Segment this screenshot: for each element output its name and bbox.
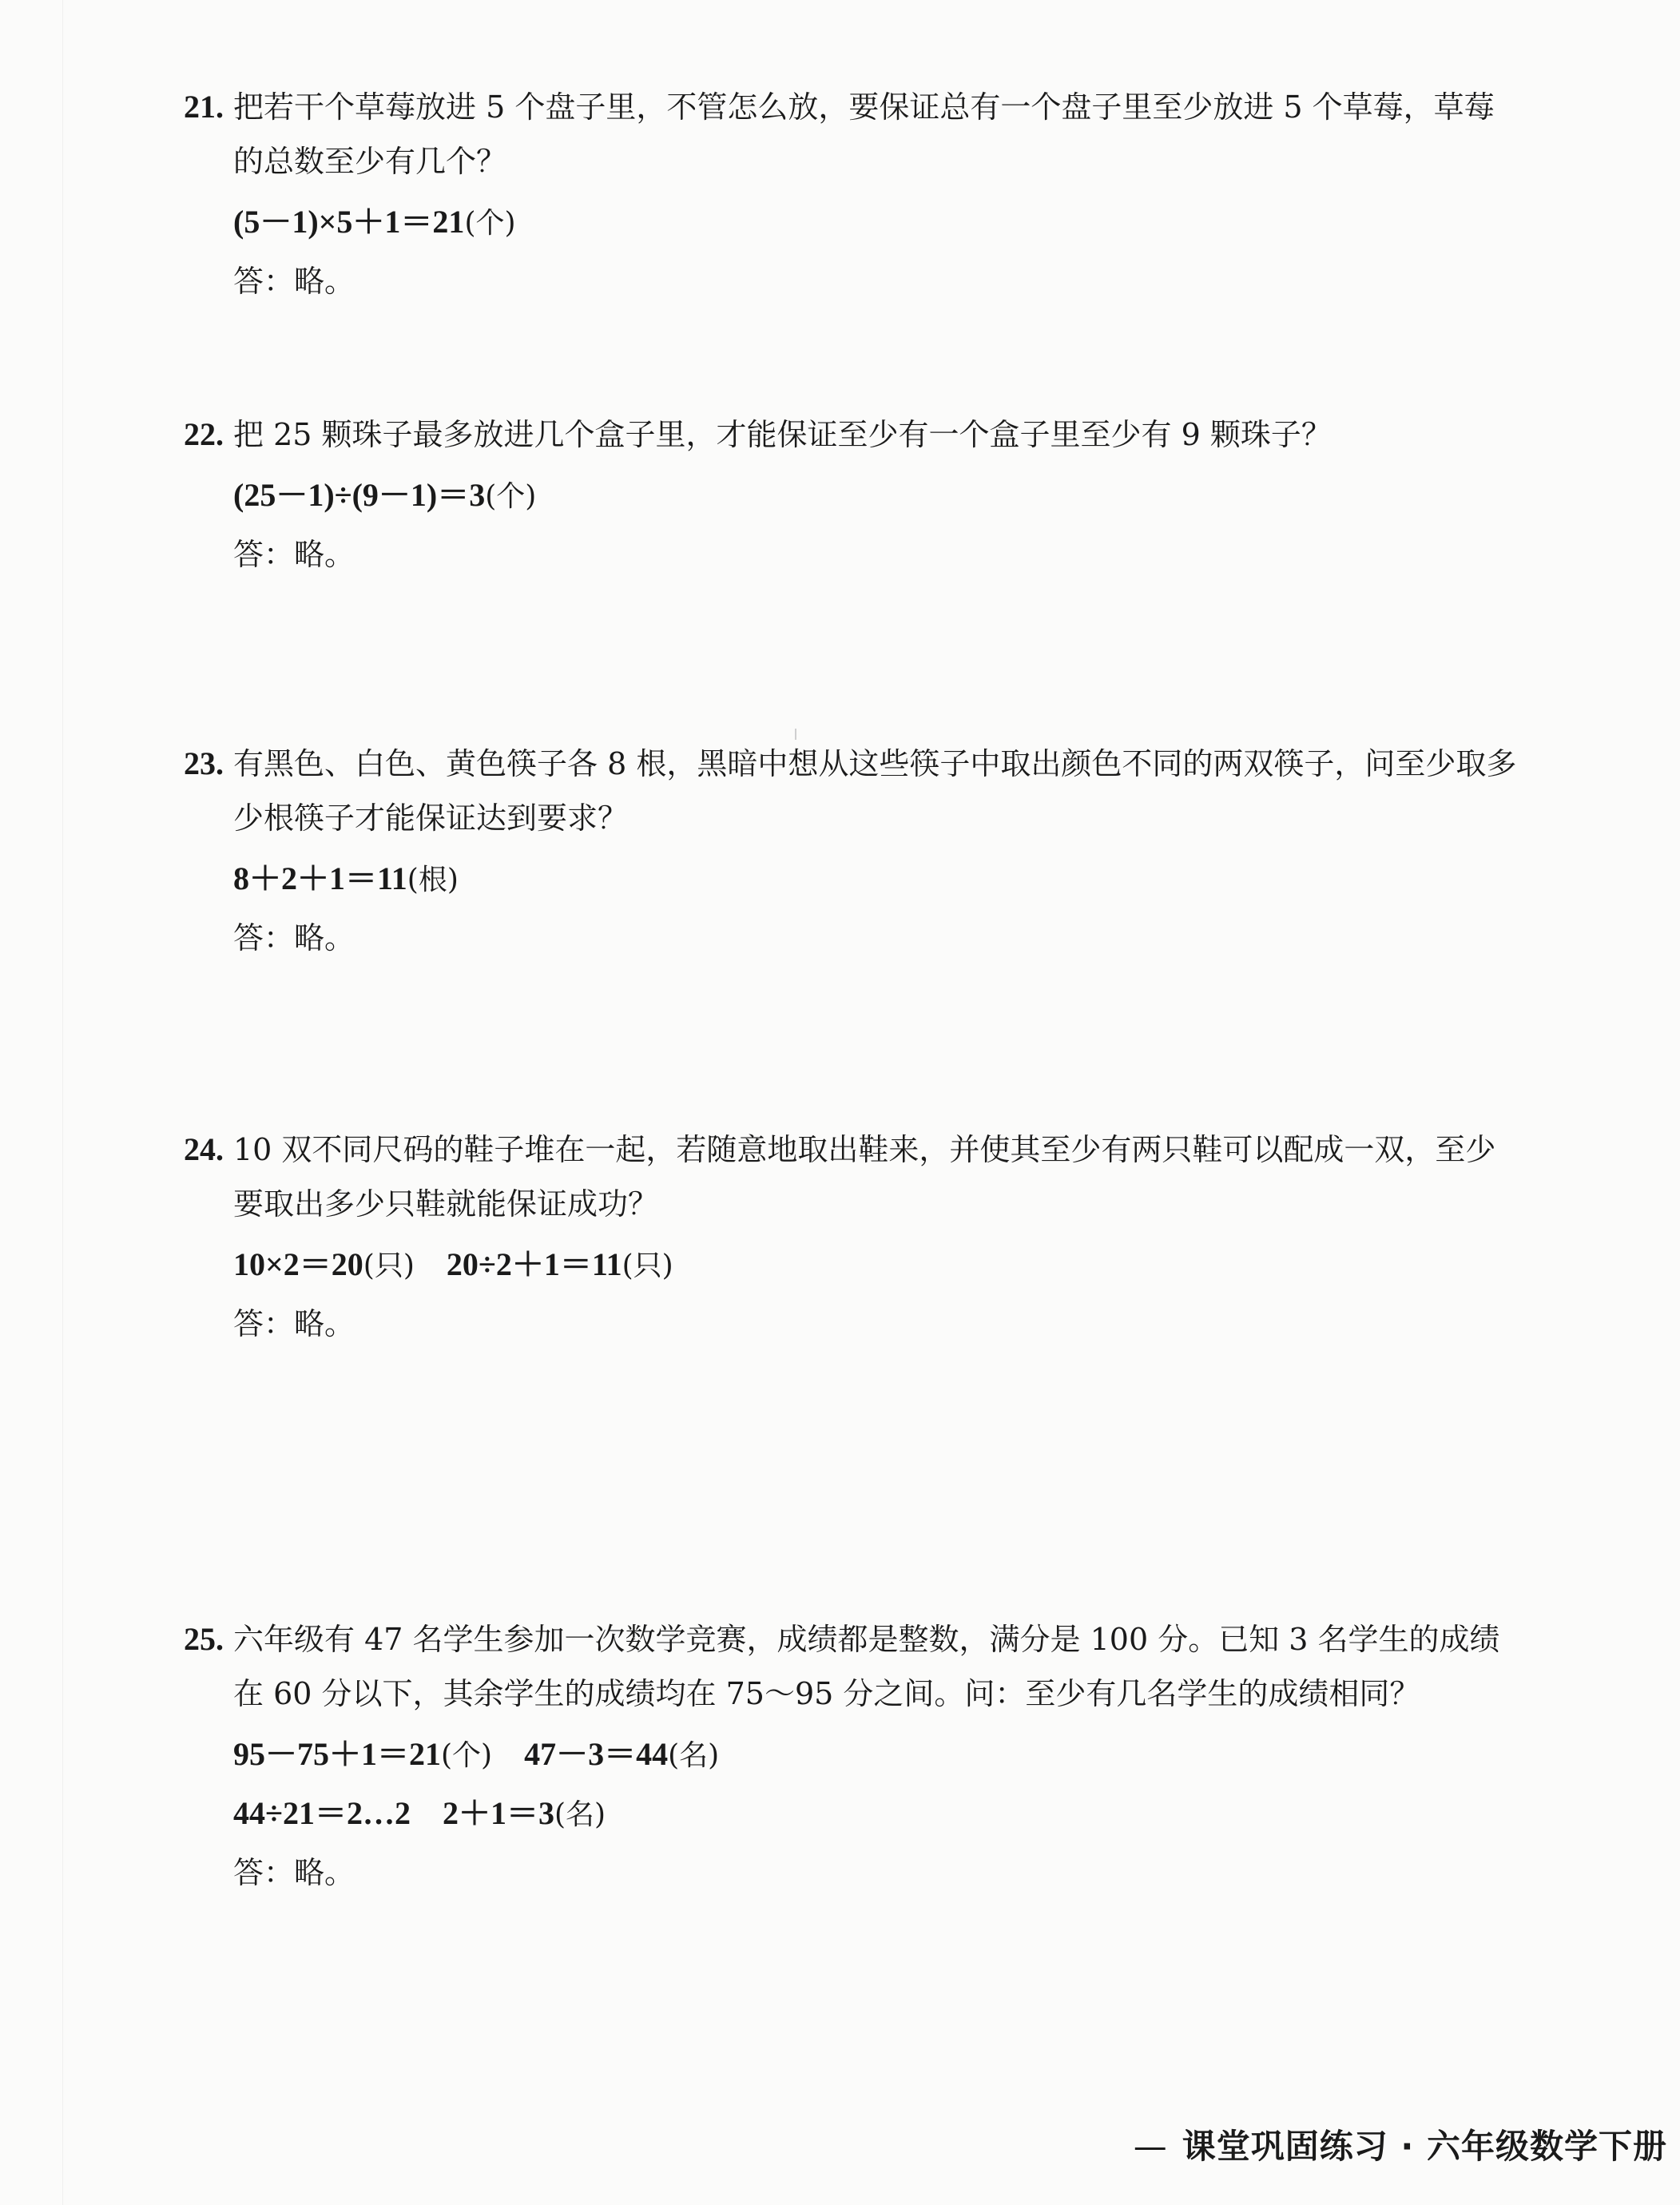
question-text: 六年级有 47 名学生参加一次数学竞赛，成绩都是整数，满分是 100 分。已知 3 名学生的成绩在 60 分以下，其余学生的成绩均在 75～95 分之间。问：至少有几名学生的成绩相同？	[233, 1622, 1500, 1711]
equation: 95－75＋1＝21	[233, 1736, 441, 1772]
question-number: 23.	[184, 745, 224, 781]
solution-line	[233, 193, 1518, 252]
problem-22	[184, 407, 1518, 583]
equation: 20÷2＋1＝11	[446, 1246, 622, 1282]
solution	[184, 1236, 1518, 1353]
question-text: 把若干个草莓放进 5 个盘子里，不管怎么放，要保证总有一个盘子里至少放进 5 个草莓，草莓的总数至少有几个？	[233, 89, 1495, 179]
solution	[184, 1726, 1518, 1901]
unit: (个)	[441, 1739, 493, 1772]
solution	[184, 193, 1518, 310]
unit: (名)	[554, 1798, 606, 1831]
equation: 8＋2＋1＝11	[233, 860, 407, 896]
problem-21	[184, 80, 1518, 310]
equation: 10×2＝20	[233, 1246, 363, 1282]
question-text: 10 双不同尺码的鞋子堆在一起，若随意地取出鞋来，并使其至少有两只鞋可以配成一双，至少要取出多少只鞋就能保证成功？	[233, 1132, 1496, 1222]
answer-text: 答：略。	[233, 537, 355, 572]
solution-line	[233, 850, 1518, 909]
unit: (个)	[464, 207, 516, 240]
question-number: 24.	[184, 1131, 224, 1167]
answer-text: 答：略。	[233, 264, 355, 299]
question-number: 25.	[184, 1621, 224, 1657]
unit: (根)	[407, 864, 459, 896]
unit: (名)	[668, 1739, 720, 1772]
equation: 47－3＝44	[524, 1736, 669, 1772]
unit: (只)	[363, 1250, 415, 1282]
problem-25	[184, 1612, 1518, 1901]
question	[184, 407, 1518, 462]
solution-line	[233, 467, 1518, 526]
solution	[184, 467, 1518, 583]
question-number: 22.	[184, 416, 224, 452]
solution-line	[233, 1785, 1518, 1844]
equation: (25－1)÷(9－1)＝3	[233, 477, 486, 513]
question-text: 把 25 颗珠子最多放进几个盒子里，才能保证至少有一个盒子里至少有 9 颗珠子？	[233, 417, 1332, 452]
scan-mark	[795, 729, 796, 740]
scan-mark	[62, 0, 63, 2205]
equation: 44÷21＝2…2	[233, 1795, 411, 1831]
unit: (个)	[485, 480, 537, 513]
answer-text: 答：略。	[233, 920, 355, 956]
question	[184, 80, 1518, 189]
solution-line	[233, 1236, 1518, 1295]
question	[184, 1122, 1518, 1231]
footer-dash: —	[1133, 2127, 1168, 2166]
equation: 2＋1＝3	[442, 1795, 554, 1831]
question-text: 有黑色、白色、黄色筷子各 8 根，黑暗中想从这些筷子中取出颜色不同的两双筷子，问至少取多少根筷子才能保证达到要求？	[233, 746, 1517, 836]
question	[184, 737, 1518, 845]
question	[184, 1612, 1518, 1721]
question-number: 21.	[184, 89, 224, 125]
equation: (5－1)×5＋1＝21	[233, 204, 465, 240]
solution	[184, 850, 1518, 967]
problem-24	[184, 1122, 1518, 1353]
unit: (只)	[622, 1250, 673, 1282]
answer-text: 答：略。	[233, 1306, 355, 1341]
footer-title: 课堂巩固练习 · 六年级数学下册	[1182, 2127, 1667, 2166]
problem-23	[184, 737, 1518, 967]
solution-line	[233, 1726, 1518, 1785]
page-footer	[1134, 2120, 1667, 2168]
answer-text: 答：略。	[233, 1855, 355, 1890]
